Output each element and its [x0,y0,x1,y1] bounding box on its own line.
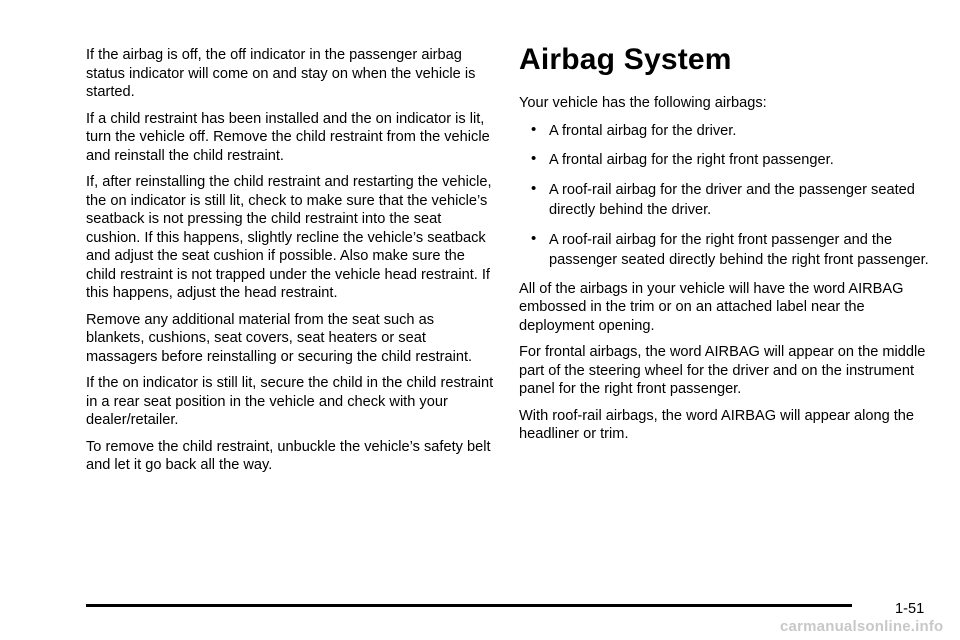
section-heading: Airbag System [519,43,732,76]
watermark: carmanualsonline.info [780,618,944,635]
paragraph-remove-restraint: If a child restraint has been installed and the on indicator is lit, turn the vehicle off. Remove the child restraint from the vehicle and reinstall the child restraint. [86,110,490,164]
page-number: 1-51 [895,601,925,617]
paragraph-roof-rail-airbags: With roof-rail airbags, the word AIRBAG will appear along the headliner or trim. [519,407,915,442]
list-item [519,230,929,271]
bullet-icon: • [531,229,537,247]
paragraph-airbag-embossed: All of the airbags in your vehicle will have the word AIRBAG embossed in the trim or on an attached label near the deployment opening. [519,280,904,334]
intro-paragraph: Your vehicle has the following airbags: [519,95,767,111]
list-item-text: A frontal airbag for the right front passenger. [549,152,834,168]
bullet-icon: • [531,150,537,167]
airbag-list [519,121,929,271]
list-item [519,180,929,221]
list-item [519,121,929,142]
list-item-text: A roof-rail airbag for the driver and the passenger seated directly behind the driver. [549,181,915,218]
paragraph-unbuckle: To remove the child restraint, unbuckle the vehicle’s safety belt and let it go back all the way. [86,438,491,473]
right-column [519,42,929,452]
paragraph-rear-seat: If the on indicator is still lit, secure the child in the child restraint in a rear seat position in the vehicle and check with your dealer/retailer. [86,375,494,428]
paragraph-frontal-airbags: For frontal airbags, the word AIRBAG will appear on the middle part of the steering wheel for the driver and on the instrument panel for the right front passenger. [519,344,926,397]
paragraph-check-seatback: If, after reinstalling the child restraint and restarting the vehicle, the on indicator is still lit, check to make sure that the vehicle’s seatback is not pressing the child restraint into the seat cushion. If this happens, slightly recline the vehicle’s seatback and adjust the seat cushion if possible. Also make sure the child restraint is not trapped under the vehicle head restraint. If this happens, adjust the head restraint. [86,174,492,301]
bullet-icon: • [531,120,537,138]
list-item-text: A roof-rail airbag for the right front passenger and the passenger seated directly behind the right front passenger. [549,231,929,268]
list-item [519,150,929,171]
list-item-text: A frontal airbag for the driver. [549,122,737,139]
left-column [86,46,494,483]
paragraph-remove-material: Remove any additional material from the seat such as blankets, cushions, seat covers, seat heaters or seat massagers before reinstalling or securing the child restraint. [86,311,473,365]
footer-rule [86,604,852,607]
bullet-icon: • [531,179,537,197]
paragraph-airbag-off-indicator: If the airbag is off, the off indicator in the passenger airbag status indicator will come on and stay on when the vehicle is started. [86,47,476,100]
